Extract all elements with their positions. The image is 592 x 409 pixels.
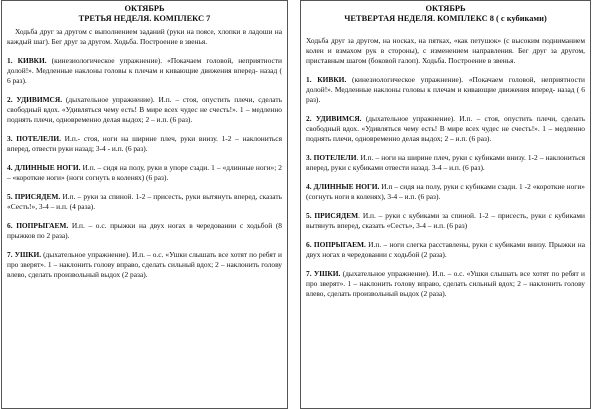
week-heading: ЧЕТВЕРТАЯ НЕДЕЛЯ. КОМПЛЕКС 8 ( с кубиками) (344, 14, 547, 23)
exercise-name: ДЛИННЫЕ НОГИ. (14, 163, 81, 172)
exercise-text: И.п. – о.с. прыжки на двух ногах в чередовании с ходьбой (8 прыжков по 2 раза). (7, 221, 282, 240)
exercise-number: 3. (7, 134, 13, 143)
exercise-text: (дыхательное упражнение). И.п. – стоя, опустить плечи, сделать свободный вдох. «Удивляться чему есть! В мире всех чудес не счесть!». 1 – медленно поднять плечи, одновременно делая выдох; 2 – и.п. (6 раз). (7, 95, 282, 124)
exercise-number: 2. (306, 114, 312, 123)
exercise-number: 7. (7, 250, 13, 259)
exercise-item (306, 269, 585, 299)
exercise-name: ПРИСЯДЕМ (314, 211, 359, 220)
exercise-text: . И.п. – руки с кубиками за спиной. 1-2 – присесть, руки с кубиками вытянуть вперед, сказать «Сесть», 3-4 – и.п. (6 раз) (306, 211, 585, 230)
exercise-text: И.п.- стоя, ноги на ширине плеч, руки внизу. 1-2 – наклониться вперед, отвести руки назад; 3-4 - и.п. (6 раз). (7, 134, 282, 153)
left-page (1, 0, 288, 409)
exercise-item (306, 182, 585, 202)
exercise-item (306, 240, 585, 260)
exercise-name: КИВКИ. (317, 75, 347, 84)
month-heading: ОКТЯБРЬ (425, 4, 466, 13)
exercise-list (306, 75, 585, 299)
exercise-text: И.п. – руки за спиной. 1-2 – присесть, руки вытянуть вперед, сказать «Сесть!», 3-4 – и.п. (4 раза). (7, 192, 282, 211)
exercise-number: 1. (7, 56, 13, 65)
exercise-item (7, 192, 282, 212)
exercise-name: ПОПРЫГАЕМ. (16, 221, 69, 230)
exercise-text: (дыхательное упражнение). И.п. – о.с. «Ушки слышать все хотят по ребят и про зверят». 1 – наклонить голову вправо, сделать сильный вдох; 2 – наклонить голову влево, сделать произвольный выдох (2 раза). (7, 250, 282, 279)
exercise-item (7, 163, 282, 183)
exercise-name: УШКИ. (313, 269, 341, 278)
intro-paragraph: Ходьба друг за другом, на носках, на пятках, «как петушок» (с высоким подниманием колен и взмахом рук в стороны), с изменением направления. Бег друг за другом, приставным шагом (боковой галоп). Ходьба. Построение в звенья. (306, 36, 585, 65)
exercise-number: 6. (306, 240, 312, 249)
exercise-number: 2. (7, 95, 13, 104)
exercise-text: И.п. – ноги слегка расставлены, руки с кубиками внизу. Прыжки на двух ногах в чередовании с ходьбой (2 раза). (306, 240, 585, 259)
week-heading: ТРЕТЬЯ НЕДЕЛЯ. КОМПЛЕКС 7 (78, 14, 211, 23)
exercise-item (7, 56, 282, 86)
exercise-number: 3. (306, 153, 312, 162)
exercise-item (7, 221, 282, 241)
month-heading: ОКТЯБРЬ (124, 4, 165, 13)
right-page (300, 0, 591, 409)
exercise-list (7, 56, 282, 280)
intro-paragraph: Ходьба друг за другом с выполнением заданий (руки на поясе, хлопки в ладоши на каждый шаг). Бег друг за другом. Ходьба. Построение в звенья. (7, 27, 282, 46)
exercise-name: УДИВИМСЯ. (16, 95, 63, 104)
exercise-name: КИВКИ. (17, 56, 47, 65)
exercise-number: 4. (306, 182, 312, 191)
exercise-number: 6. (7, 221, 13, 230)
exercise-item (7, 95, 282, 125)
exercise-item (306, 75, 585, 105)
exercise-text: (дыхательное упражнение). И.п. – о.с. «Ушки слышать все хотят по ребят и про зверят». 1 – наклонить голову вправо, сделать сильный вдох; 2 – наклонить голову влево, сделать произвольный выдох (2 раза). (306, 269, 585, 298)
exercise-item (306, 114, 585, 144)
exercise-text: . И.п. – ноги на ширине плеч, руки с кубиками внизу. 1-2 – наклониться вперед, руки с кубиками отвести назад. 3-4 – и.п. (6 раз). (306, 153, 585, 172)
exercise-text: И.п. – сидя на полу, руки в упоре сзади. 1 – «длинные ноги»; 2 – «короткие ноги» (ноги согнуть в коленях) (6 раз). (7, 163, 283, 182)
exercise-number: 7. (306, 269, 312, 278)
exercise-item (7, 250, 282, 280)
exercise-item (306, 153, 585, 173)
exercise-name: ПОТЕЛЕЛИ. (16, 134, 61, 143)
exercise-number: 5. (7, 192, 13, 201)
exercise-name: ДЛИННЫЕ НОГИ. (313, 182, 380, 191)
exercise-name: УШКИ. (14, 250, 42, 259)
exercise-text: (дыхательное упражнение). И.п. – стоя, опустить плечи, сделать свободный вдох. «Удивляться чему есть! В мире всех чудес не счесть!». 1 – медленно поднять плечи, одновременно делая выдох; 2 – и.п. (6 раз). (306, 114, 585, 143)
exercise-text: (кинезиологическое упражнение). «Покачаем головой, неприятности долой!». Медленные наклоны головы к плечам и кивающие движения вперед- назад ( 6 раз). (306, 75, 585, 104)
exercise-text: И.п – сидя на полу, руки с кубиками сзади. 1 -2 «короткие ноги» (согнуть ноги в коленях), 3-4 – и.п. (6 раз). (306, 182, 585, 201)
exercise-name: ПРИСЯДЕМ. (14, 192, 61, 201)
exercise-item (306, 211, 585, 231)
exercise-number: 5. (306, 211, 312, 220)
exercise-item (7, 134, 282, 154)
exercise-name: УДИВИМСЯ. (315, 114, 362, 123)
exercise-number: 4. (7, 163, 13, 172)
exercise-name: ПОТЕЛЕЛИ (313, 153, 357, 162)
exercise-text: (кинезиологическое упражнение). «Покачаем головой, неприятности долой!». Медленные наклоны головы к плечам и кивающие движения вперед- назад ( 6 раз). (7, 56, 282, 85)
exercise-number: 1. (306, 75, 312, 84)
exercise-name: ПОПРЫГАЕМ. (313, 240, 366, 249)
